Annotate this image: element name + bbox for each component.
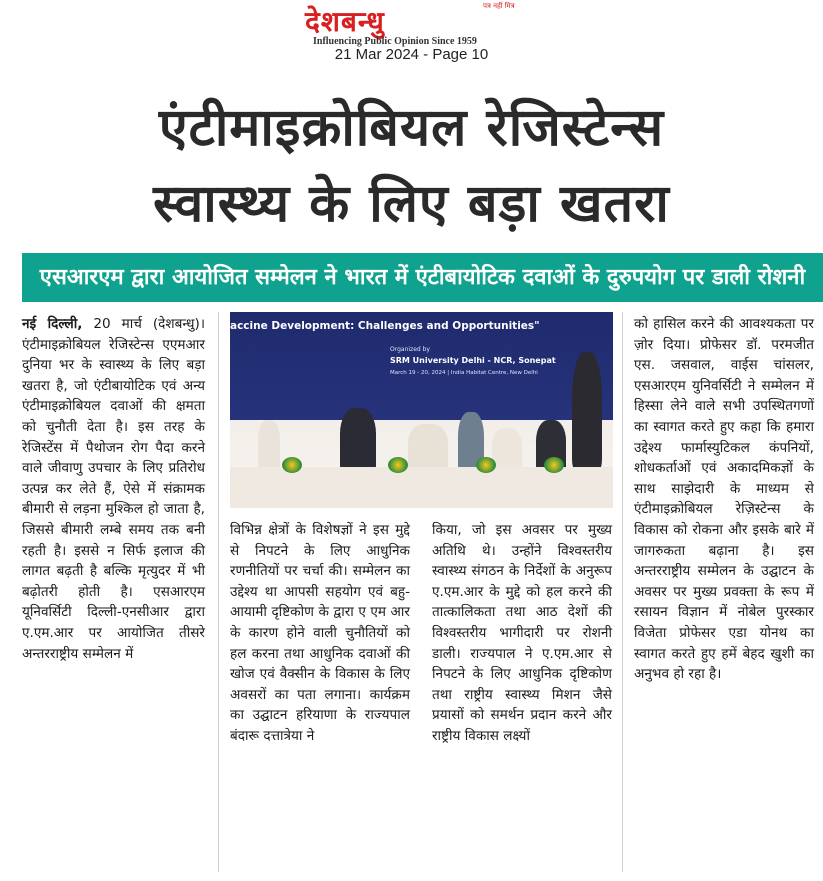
headline — [20, 90, 803, 242]
article-column-1 — [22, 314, 205, 664]
column-divider — [218, 312, 219, 872]
photo-banner-title: accine Development: Challenges and Opportunities" — [230, 320, 540, 332]
photo-organized-by: Organized by — [390, 346, 430, 353]
logo-wordmark: देशबन्धु — [305, 5, 385, 38]
headline-line-2: स्वास्थ्य के लिए बड़ा खतरा — [153, 174, 670, 234]
subheadline-bar — [22, 253, 823, 302]
column-divider — [622, 312, 623, 872]
headline-line-1: एंटीमाइक्रोबियल रेजिस्टेन्स — [158, 98, 665, 158]
photo-person-right — [492, 428, 522, 472]
newspaper-logo — [305, 2, 515, 46]
logo-small-tag: पत्र नहीं मित्र — [483, 2, 515, 10]
photo-person-standing — [572, 352, 602, 470]
photo-person-center-left — [340, 408, 376, 472]
photo-flower-1 — [282, 457, 302, 473]
article-column-1-text: 20 मार्च (देशबन्धु)। एंटीमाइक्रोबियल रेजिस्टेन्स एएमआर दुनिया भर के स्वास्थ्य के लिए बड़ा खतरा है, जो एंटीबायोटिक एवं अन्य एंटीमाइक्रोबियल दवाओं की क्षमता को चुनौती देता है। इस तरह के रेजिस्टेंस में पैथोजन रोग पैदा करने वाले जीवाणु उपचार के लिए प्रतिरोध उत्पन्न कर लेते हैं, ऐसे में संक्रामक बीमारी से लड़ना मुश्किल हो जाता है, जिससे बीमारी लम्बे समय तक बनी रहती है। इससे न सिर्फ इलाज की लागत बढ़ती है बल्कि मृत्युदर में भी बढ़ोतरी होती है। एसआरएम यूनिवर्सिटी दिल्ली-एनसीआर द्वारा ए.एम.आर पर आयोजित तीसरे अन्तरराष्ट्रीय सम्मेलन में — [22, 316, 205, 662]
article-column-3: किया, जो इस अवसर पर मुख्य अतिथि थे। उन्होंने विश्वस्तरीय स्वास्थ्य संगठन के निर्देशों के अनुरूप ए.एम.आर के मुद्दे को हल करने की तात्कालिकता तथा आठ देशों की विश्वस्तरीय भागीदारी पर रोशनी डाली। राज्यपाल ने ए.एम.आर से निपटने के लिए आधुनिक दृष्टिकोण तथा राष्ट्रीय स्वास्थ्य मिशन जैसे प्रयासों को समर्थन प्रदान करने और राष्ट्रीय विकास लक्ष्यों — [432, 522, 612, 744]
article-column-4: को हासिल करने की आवश्यकता पर ज़ोर दिया। प्रोफेसर डॉ. परमजीत एस. जसवाल, वाईस चांसलर, एसआरएम युनिवर्सिटी ने सम्मेलन में हिस्सा लेने वाले सभी उपस्थितगणों का स्वागत करते हुए कहा कि हमारा उद्देश्य फार्मास्युटिकल कंपनियों, शोधकर्ताओं एवं अकादमिकज्ञों के साथ साझेदारी के माध्यम से एंटीमाइक्रोबियल रेज़िस्टेन्स के विकास को रोकना और इसके बारे में जागरुकता बढ़ाना है। इस अन्तरराष्ट्रीय सम्मेलन के उद्घाटन के अवसर पर मुख्य प्रवक्ता के रूप में रसायन विज्ञान में नोबेल पुरस्कार विजेता प्रोफेसर एडा योनथ का स्वागत करते हुए हमें बेहद खुशी का अनुभव हो रहा है। — [634, 316, 814, 683]
photo-flower-2 — [388, 457, 408, 473]
subheadline: एसआरएम द्वारा आयोजित सम्मेलन ने भारत में एंटीबायोटिक दवाओं के दुरुपयोग पर डाली रोशनी — [39, 265, 806, 290]
article-column-2: विभिन्न क्षेत्रों के विशेषज्ञों ने इस मुद्दे से निपटने के लिए आधुनिक रणनीतियों पर चर्चा की। सम्मेलन का उद्देश्य था आपसी सहयोग एवं बहु-आयामी दृष्टिकोण के द्वारा ए एम आर के कारण होने वाली चुनौतियों को हल करना तथा आधुनिक दवाओं की खोज एवं वैक्सीन के विकास के लिए अवसरों का पता लगाना। कार्यक्रम का उद्घाटन हरियाणा के राज्यपाल बंदारू दत्तात्रेया ने — [230, 522, 410, 744]
photo-stage-table — [230, 467, 613, 508]
issue-date-page: 21 Mar 2024 - Page 10 — [334, 46, 489, 63]
photo-flower-4 — [544, 457, 564, 473]
photo-venue: March 19 - 20, 2024 | India Habitat Centre, New Delhi — [390, 370, 538, 376]
logo-tagline: Influencing Public Opinion Since 1959 — [313, 36, 477, 47]
article-dateline: नई दिल्ली, — [22, 316, 83, 332]
masthead — [0, 0, 823, 70]
photo-person-left — [258, 420, 280, 470]
event-photo — [230, 312, 613, 508]
photo-person-center — [408, 424, 448, 472]
photo-university: SRM University Delhi - NCR, Sonepat — [390, 356, 556, 365]
photo-flower-3 — [476, 457, 496, 473]
